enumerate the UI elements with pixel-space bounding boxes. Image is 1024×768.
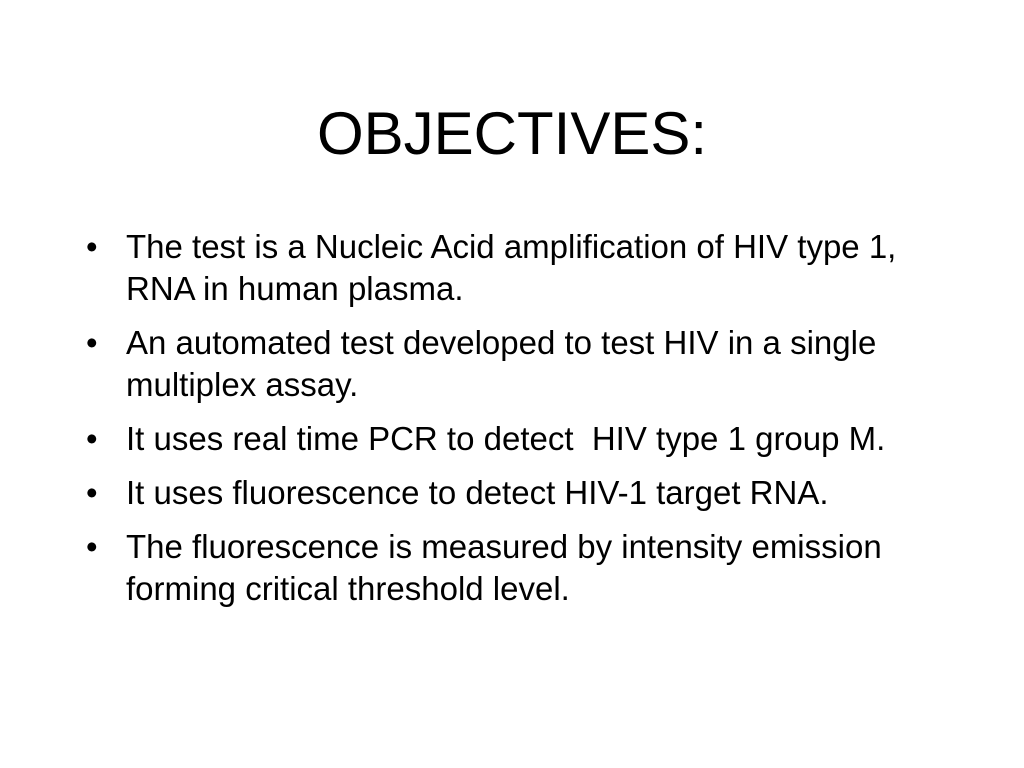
bullet-text: An automated test developed to test HIV in a single multiplex assay.	[126, 324, 877, 403]
bullet-icon: •	[86, 324, 98, 361]
bullet-icon: •	[86, 528, 98, 565]
bullet-list	[86, 226, 956, 622]
bullet-icon: •	[86, 420, 98, 457]
bullet-icon: •	[86, 474, 98, 511]
bullet-item	[86, 526, 956, 610]
bullet-text: The fluorescence is measured by intensity emission forming critical threshold level.	[126, 528, 882, 607]
bullet-icon: •	[86, 228, 98, 265]
slide-title: OBJECTIVES:	[316, 100, 708, 167]
bullet-text: It uses real time PCR to detect HIV type 1 group M.	[126, 420, 886, 457]
bullet-item	[86, 472, 956, 514]
bullet-item	[86, 418, 956, 460]
bullet-item	[86, 322, 956, 406]
bullet-item	[86, 226, 956, 310]
bullet-text: The test is a Nucleic Acid amplification of HIV type 1, RNA in human plasma.	[126, 228, 897, 307]
bullet-text: It uses fluorescence to detect HIV-1 target RNA.	[126, 474, 829, 511]
